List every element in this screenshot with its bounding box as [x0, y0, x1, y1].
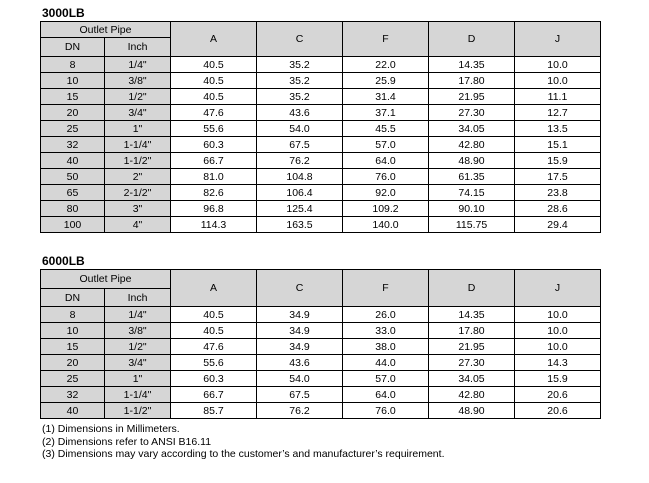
value-cell-c: 35.2: [257, 57, 343, 73]
value-cell-a: 40.5: [171, 323, 257, 339]
value-cell-c: 76.2: [257, 153, 343, 169]
inch-cell: 1-1/2": [105, 153, 171, 169]
value-cell-c: 54.0: [257, 121, 343, 137]
value-cell-a: 55.6: [171, 355, 257, 371]
value-cell-d: 34.05: [429, 121, 515, 137]
value-cell-f: 26.0: [343, 307, 429, 323]
value-cell-d: 21.95: [429, 339, 515, 355]
value-cell-d: 27.30: [429, 355, 515, 371]
table-row: [41, 169, 601, 185]
inch-cell: 3/4": [105, 355, 171, 371]
inch-cell: 3/8": [105, 73, 171, 89]
dn-cell: 25: [41, 371, 105, 387]
inch-cell: 3/4": [105, 105, 171, 121]
value-cell-j: 11.1: [515, 89, 601, 105]
column-header-f: F: [343, 22, 429, 57]
value-cell-a: 40.5: [171, 73, 257, 89]
inch-header: Inch: [105, 38, 171, 57]
inch-cell: 2-1/2": [105, 185, 171, 201]
dn-cell: 8: [41, 307, 105, 323]
column-header-j: J: [515, 22, 601, 57]
value-cell-d: 115.75: [429, 217, 515, 233]
value-cell-c: 54.0: [257, 371, 343, 387]
value-cell-a: 66.7: [171, 387, 257, 403]
dn-cell: 32: [41, 137, 105, 153]
value-cell-j: 10.0: [515, 339, 601, 355]
table-row: [41, 89, 601, 105]
inch-cell: 2": [105, 169, 171, 185]
value-cell-c: 34.9: [257, 339, 343, 355]
value-cell-a: 60.3: [171, 371, 257, 387]
value-cell-j: 10.0: [515, 73, 601, 89]
value-cell-d: 14.35: [429, 57, 515, 73]
value-cell-j: 13.5: [515, 121, 601, 137]
dimension-table-3000lb: [40, 21, 601, 233]
dn-cell: 10: [41, 73, 105, 89]
table-row: [41, 323, 601, 339]
dn-cell: 100: [41, 217, 105, 233]
dn-header: DN: [41, 38, 105, 57]
table-row: [41, 355, 601, 371]
value-cell-c: 34.9: [257, 323, 343, 339]
dn-cell: 20: [41, 355, 105, 371]
value-cell-f: 76.0: [343, 169, 429, 185]
outlet-pipe-header: Outlet Pipe: [41, 270, 171, 289]
table-row: [41, 57, 601, 73]
table-row: [41, 403, 601, 419]
table-row: [41, 121, 601, 137]
table-row: [41, 185, 601, 201]
value-cell-c: 43.6: [257, 355, 343, 371]
footnotes: [42, 423, 444, 461]
value-cell-d: 21.95: [429, 89, 515, 105]
dn-header: DN: [41, 289, 105, 307]
column-header-f: F: [343, 270, 429, 307]
dn-cell: 80: [41, 201, 105, 217]
value-cell-j: 29.4: [515, 217, 601, 233]
dimension-table-6000lb: [40, 269, 601, 419]
value-cell-a: 96.8: [171, 201, 257, 217]
value-cell-j: 15.1: [515, 137, 601, 153]
dn-cell: 8: [41, 57, 105, 73]
value-cell-j: 20.6: [515, 387, 601, 403]
value-cell-a: 81.0: [171, 169, 257, 185]
value-cell-f: 57.0: [343, 371, 429, 387]
value-cell-c: 106.4: [257, 185, 343, 201]
inch-cell: 4": [105, 217, 171, 233]
value-cell-j: 14.3: [515, 355, 601, 371]
inch-cell: 1/2": [105, 339, 171, 355]
inch-cell: 1/2": [105, 89, 171, 105]
value-cell-f: 38.0: [343, 339, 429, 355]
value-cell-a: 40.5: [171, 57, 257, 73]
value-cell-c: 35.2: [257, 89, 343, 105]
value-cell-f: 57.0: [343, 137, 429, 153]
inch-cell: 1-1/2": [105, 403, 171, 419]
value-cell-j: 10.0: [515, 57, 601, 73]
value-cell-a: 47.6: [171, 339, 257, 355]
header-row: [41, 22, 601, 38]
title-6000lb: 6000LB: [42, 254, 85, 268]
table-row: [41, 217, 601, 233]
table-row: [41, 387, 601, 403]
value-cell-d: 17.80: [429, 73, 515, 89]
value-cell-c: 67.5: [257, 387, 343, 403]
column-header-d: D: [429, 22, 515, 57]
header-row: [41, 270, 601, 289]
column-header-a: A: [171, 270, 257, 307]
value-cell-c: 43.6: [257, 105, 343, 121]
value-cell-j: 17.5: [515, 169, 601, 185]
table-row: [41, 307, 601, 323]
value-cell-d: 34.05: [429, 371, 515, 387]
inch-header: Inch: [105, 289, 171, 307]
value-cell-a: 55.6: [171, 121, 257, 137]
value-cell-j: 10.0: [515, 323, 601, 339]
value-cell-d: 17.80: [429, 323, 515, 339]
value-cell-j: 10.0: [515, 307, 601, 323]
value-cell-f: 44.0: [343, 355, 429, 371]
table-row: [41, 73, 601, 89]
footnote-1: (1) Dimensions in Millimeters.: [42, 423, 180, 435]
dn-cell: 15: [41, 339, 105, 355]
value-cell-d: 42.80: [429, 137, 515, 153]
value-cell-d: 42.80: [429, 387, 515, 403]
value-cell-f: 31.4: [343, 89, 429, 105]
inch-cell: 3": [105, 201, 171, 217]
value-cell-f: 45.5: [343, 121, 429, 137]
inch-cell: 1": [105, 121, 171, 137]
value-cell-a: 82.6: [171, 185, 257, 201]
value-cell-c: 163.5: [257, 217, 343, 233]
footnote-3: (3) Dimensions may vary according to the customer’s and manufacturer’s requirement.: [42, 448, 445, 460]
inch-cell: 1-1/4": [105, 387, 171, 403]
dn-cell: 65: [41, 185, 105, 201]
value-cell-c: 67.5: [257, 137, 343, 153]
value-cell-d: 48.90: [429, 403, 515, 419]
dn-cell: 40: [41, 153, 105, 169]
column-header-a: A: [171, 22, 257, 57]
inch-cell: 1-1/4": [105, 137, 171, 153]
dn-cell: 32: [41, 387, 105, 403]
value-cell-f: 33.0: [343, 323, 429, 339]
dn-cell: 25: [41, 121, 105, 137]
value-cell-f: 64.0: [343, 387, 429, 403]
value-cell-j: 28.6: [515, 201, 601, 217]
table-row: [41, 153, 601, 169]
value-cell-j: 15.9: [515, 153, 601, 169]
dn-cell: 50: [41, 169, 105, 185]
value-cell-j: 20.6: [515, 403, 601, 419]
column-header-c: C: [257, 22, 343, 57]
value-cell-d: 90.10: [429, 201, 515, 217]
value-cell-a: 40.5: [171, 89, 257, 105]
inch-cell: 3/8": [105, 323, 171, 339]
value-cell-f: 140.0: [343, 217, 429, 233]
value-cell-d: 61.35: [429, 169, 515, 185]
value-cell-f: 22.0: [343, 57, 429, 73]
value-cell-a: 114.3: [171, 217, 257, 233]
title-3000lb: 3000LB: [42, 6, 85, 20]
dn-cell: 20: [41, 105, 105, 121]
outlet-pipe-header: Outlet Pipe: [41, 22, 171, 38]
value-cell-a: 85.7: [171, 403, 257, 419]
table-row: [41, 105, 601, 121]
footnote-2: (2) Dimensions refer to ANSI B16.11: [42, 435, 212, 448]
table-row: [41, 339, 601, 355]
value-cell-d: 48.90: [429, 153, 515, 169]
column-header-d: D: [429, 270, 515, 307]
value-cell-a: 60.3: [171, 137, 257, 153]
inch-cell: 1/4": [105, 57, 171, 73]
inch-cell: 1/4": [105, 307, 171, 323]
value-cell-j: 15.9: [515, 371, 601, 387]
dn-cell: 40: [41, 403, 105, 419]
value-cell-d: 14.35: [429, 307, 515, 323]
value-cell-c: 34.9: [257, 307, 343, 323]
table-row: [41, 371, 601, 387]
value-cell-a: 40.5: [171, 307, 257, 323]
value-cell-f: 25.9: [343, 73, 429, 89]
table-row: [41, 137, 601, 153]
column-header-j: J: [515, 270, 601, 307]
value-cell-j: 23.8: [515, 185, 601, 201]
dn-cell: 15: [41, 89, 105, 105]
value-cell-c: 104.8: [257, 169, 343, 185]
column-header-c: C: [257, 270, 343, 307]
value-cell-d: 27.30: [429, 105, 515, 121]
value-cell-a: 47.6: [171, 105, 257, 121]
value-cell-f: 64.0: [343, 153, 429, 169]
value-cell-f: 92.0: [343, 185, 429, 201]
value-cell-j: 12.7: [515, 105, 601, 121]
table-row: [41, 201, 601, 217]
value-cell-d: 74.15: [429, 185, 515, 201]
value-cell-a: 66.7: [171, 153, 257, 169]
value-cell-c: 35.2: [257, 73, 343, 89]
value-cell-f: 37.1: [343, 105, 429, 121]
dn-cell: 10: [41, 323, 105, 339]
value-cell-c: 76.2: [257, 403, 343, 419]
value-cell-f: 109.2: [343, 201, 429, 217]
value-cell-c: 125.4: [257, 201, 343, 217]
value-cell-f: 76.0: [343, 403, 429, 419]
inch-cell: 1": [105, 371, 171, 387]
